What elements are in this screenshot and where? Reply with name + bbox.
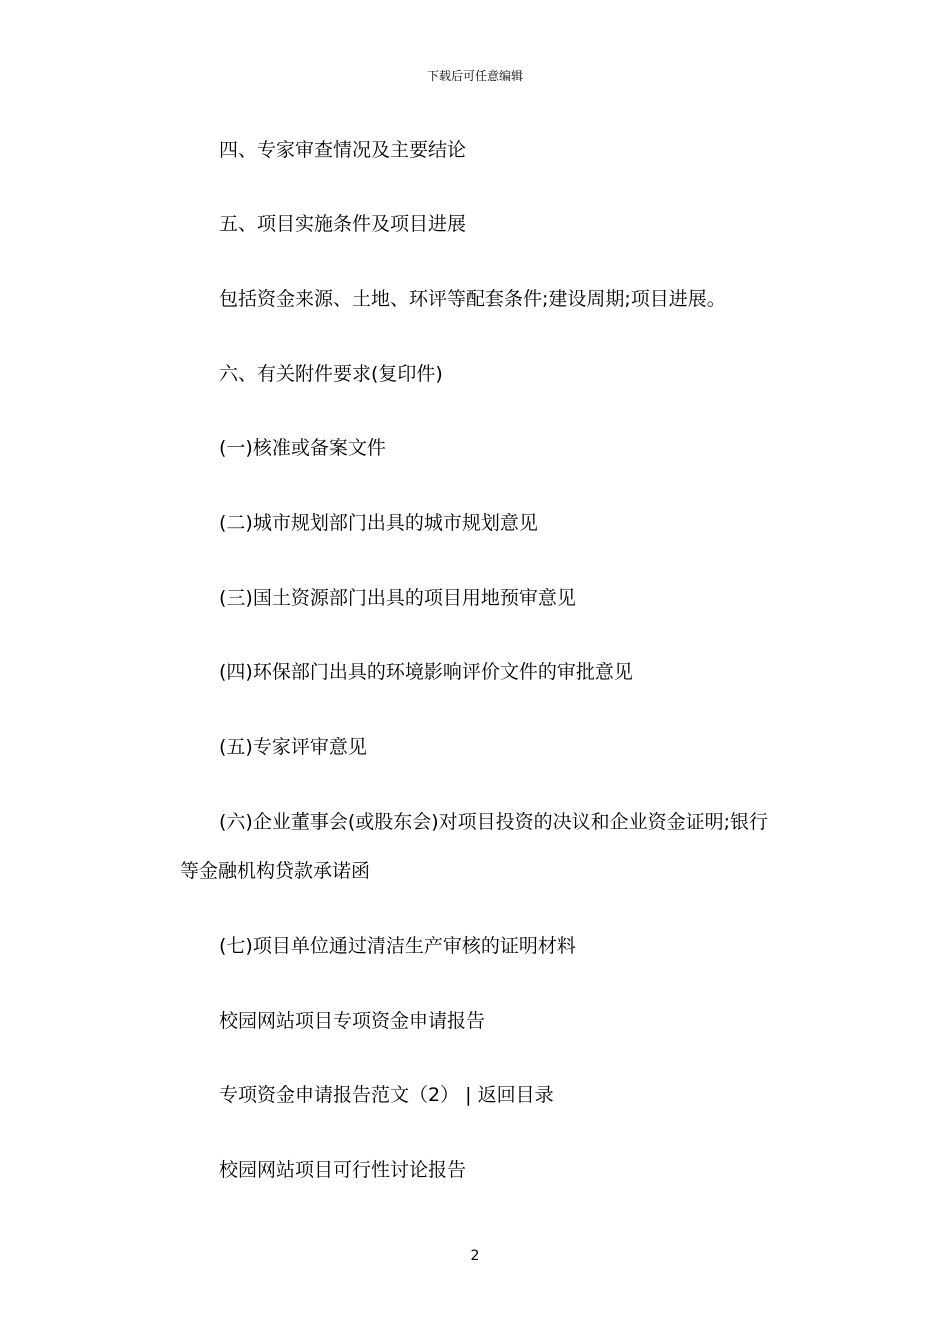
page-number: 2	[470, 1248, 480, 1264]
paragraph-implementation-details: 包括资金来源、土地、环评等配套条件;建设周期;项目进展。	[219, 288, 726, 310]
related-title-feasibility-report: 校园网站项目可行性讨论报告	[219, 1159, 467, 1181]
list-item-land-review: (三)国土资源部门出具的项目用地预审意见	[219, 587, 576, 609]
list-item-expert-opinion: (五)专家评审意见	[219, 736, 367, 758]
section-heading-implementation: 五、项目实施条件及项目进展	[219, 213, 467, 235]
section-heading-expert-review: 四、专家审查情况及主要结论	[219, 139, 467, 161]
related-title-funding-report: 校园网站项目专项资金申请报告	[219, 1010, 486, 1032]
page-header: 下载后可任意编辑	[426, 69, 523, 83]
list-item-board-resolution-continued: 等金融机构贷款承诺函	[180, 860, 371, 882]
list-item-clean-production: (七)项目单位通过清洁生产审核的证明材料	[219, 935, 576, 957]
list-item-urban-planning: (二)城市规划部门出具的城市规划意见	[219, 512, 538, 534]
related-link-sample-report[interactable]: 专项资金申请报告范文（2） | 返回目录	[219, 1084, 554, 1106]
list-item-environmental-approval: (四)环保部门出具的环境影响评价文件的审批意见	[219, 661, 633, 683]
list-item-board-resolution: (六)企业董事会(或股东会)对项目投资的决议和企业资金证明;银行	[219, 811, 769, 833]
list-item-approval-file: (一)核准或备案文件	[219, 437, 386, 459]
section-heading-attachments: 六、有关附件要求(复印件)	[219, 363, 443, 385]
